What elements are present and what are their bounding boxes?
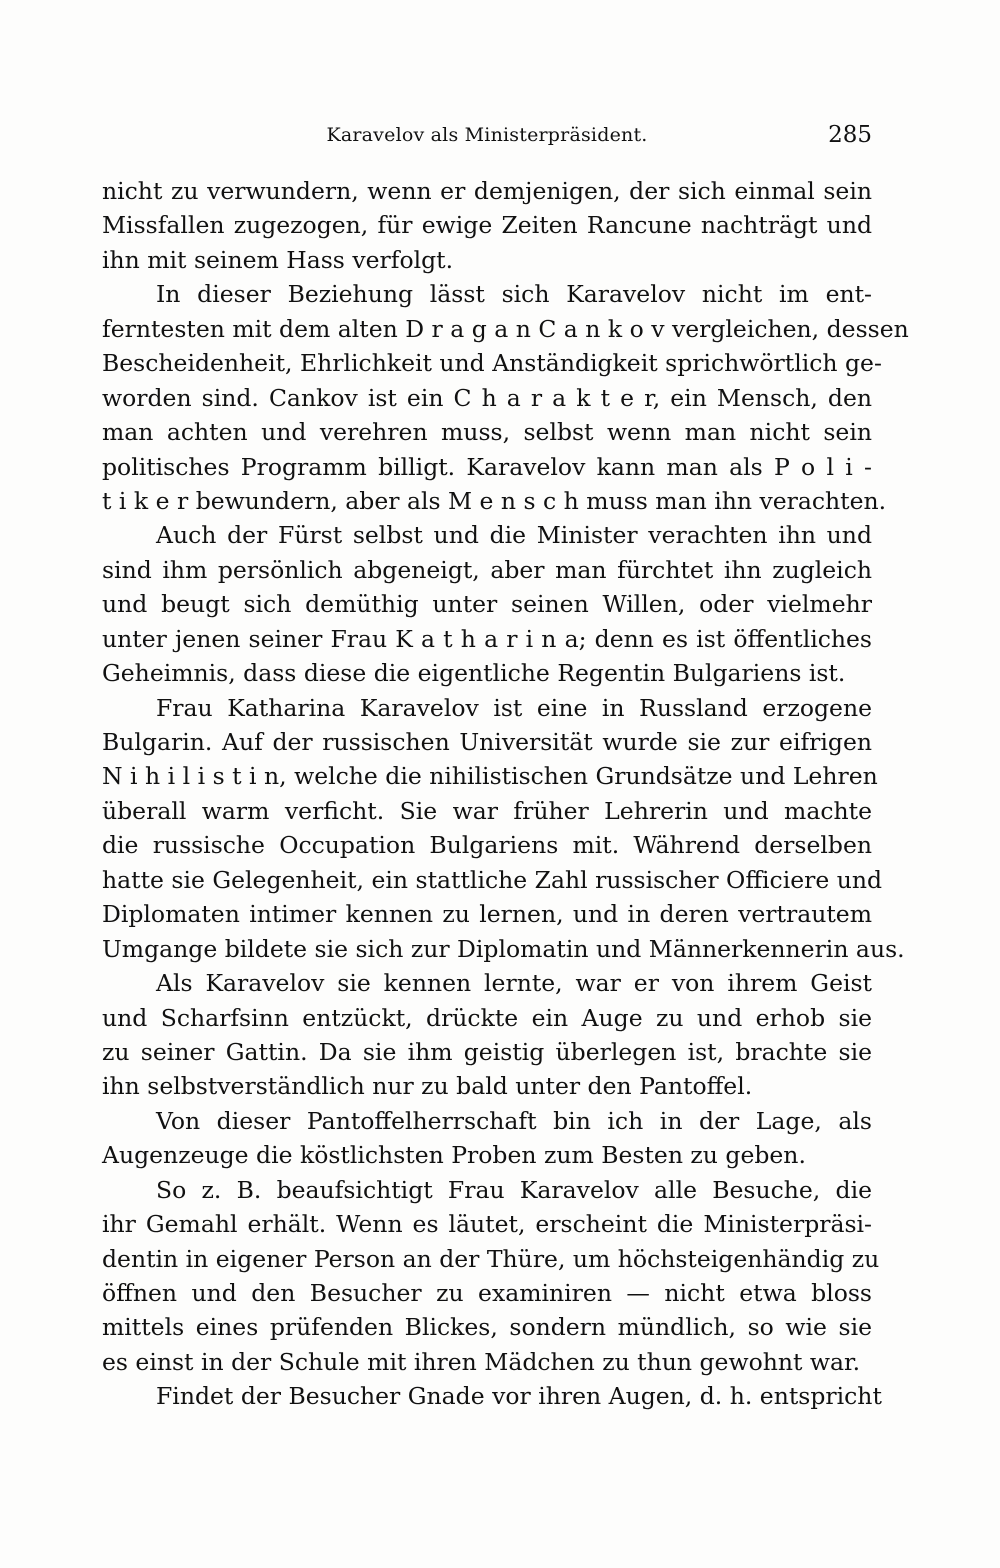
text-line: unter jenen seiner Frau K a t h a r i n a; denn es ist öffentliches [102,624,872,653]
text-line: t i k e r bewundern, aber als M e n s c h muss man ihn verachten. [102,486,887,515]
text-line: ihn mit seinem Hass verfolgt. [102,245,454,274]
text-line: ihn selbstverständlich nur zu bald unter den Pantoffel. [102,1072,753,1101]
text-line: es einst in der Schule mit ihren Mädchen zu thun gewohnt war. [102,1347,861,1376]
text-line: überall warm verficht. Sie war früher Lehrerin und machte [102,796,872,825]
text-line: und beugt sich demüthig unter seinen Willen, oder vielmehr [102,590,872,619]
text-line: zu seiner Gattin. Da sie ihm geistig überlegen ist, brachte sie [102,1037,872,1066]
running-head [102,118,872,158]
text-line: Umgange bildete sie sich zur Diplomatin und Männerkennerin aus. [102,934,905,963]
text-line: sind ihm persönlich abgeneigt, aber man fürchtet ihn zugleich [102,555,872,584]
text-line: Als Karavelov sie kennen lernte, war er von ihrem Geist [156,969,872,998]
text-line: So z. B. beaufsichtigt Frau Karavelov alle Besuche, die [156,1175,872,1204]
text-line: Bescheidenheit, Ehrlichkeit und Anständigkeit sprichwörtlich ge- [102,349,882,378]
text-line: die russische Occupation Bulgariens mit. Während derselben [102,831,872,860]
text-line: und Scharfsinn entzückt, drückte ein Auge zu und erhob sie [102,1003,872,1032]
text-line: dentin in eigener Person an der Thüre, um höchsteigenhändig zu [102,1244,880,1273]
text-line: politisches Programm billigt. Karavelov kann man als P o l i - [102,452,872,481]
text-line: man achten und verehren muss, selbst wenn man nicht sein [102,418,872,447]
text-line: Bulgarin. Auf der russischen Universität wurde sie zur eifrigen [102,728,872,756]
text-line: Missfallen zugezogen, für ewige Zeiten Rancune nachträgt und [102,211,872,240]
text-line: N i h i l i s t i n, welche die nihilistischen Grundsätze und Lehren [102,762,878,791]
text-line: worden sind. Cankov ist ein C h a r a k t e r, ein Mensch, den [102,383,872,412]
text-line: Auch der Fürst selbst und die Minister verachten ihn und [156,521,872,550]
text-line: Frau Katharina Karavelov ist eine in Russland erzogene [156,693,872,722]
text-line: Diplomaten intimer kennen zu lernen, und in deren vertrautem [102,900,872,929]
text-line: Findet der Besucher Gnade vor ihren Augen, d. h. entspricht [156,1382,882,1411]
text-line: nicht zu verwundern, wenn er demjenigen, der sich einmal sein [102,177,872,205]
text-line: ferntesten mit dem alten D r a g a n C a n k o v vergleichen, dessen [102,314,909,343]
text-line: In dieser Beziehung lässt sich Karavelov nicht im ent- [156,280,872,309]
text-line: ihr Gemahl erhält. Wenn es läutet, erscheint die Ministerpräsi- [102,1210,872,1239]
text-line: Geheimnis, dass diese die eigentliche Regentin Bulgariens ist. [102,659,846,688]
running-title: Karavelov als Ministerpräsident. [326,124,648,146]
page-number: 285 [828,122,872,148]
text-line: mittels eines prüfenden Blickes, sondern mündlich, so wie sie [102,1313,872,1342]
text-line: hatte sie Gelegenheit, ein stattliche Zahl russischer Officiere und [102,865,883,894]
text-line: Von dieser Pantoffelherrschaft bin ich in der Lage, als [156,1106,872,1135]
text-line: öffnen und den Besucher zu examiniren — nicht etwa bloss [102,1279,872,1307]
text-line: Augenzeuge die köstlichsten Proben zum Besten zu geben. [102,1141,806,1170]
body-text [102,174,909,1414]
